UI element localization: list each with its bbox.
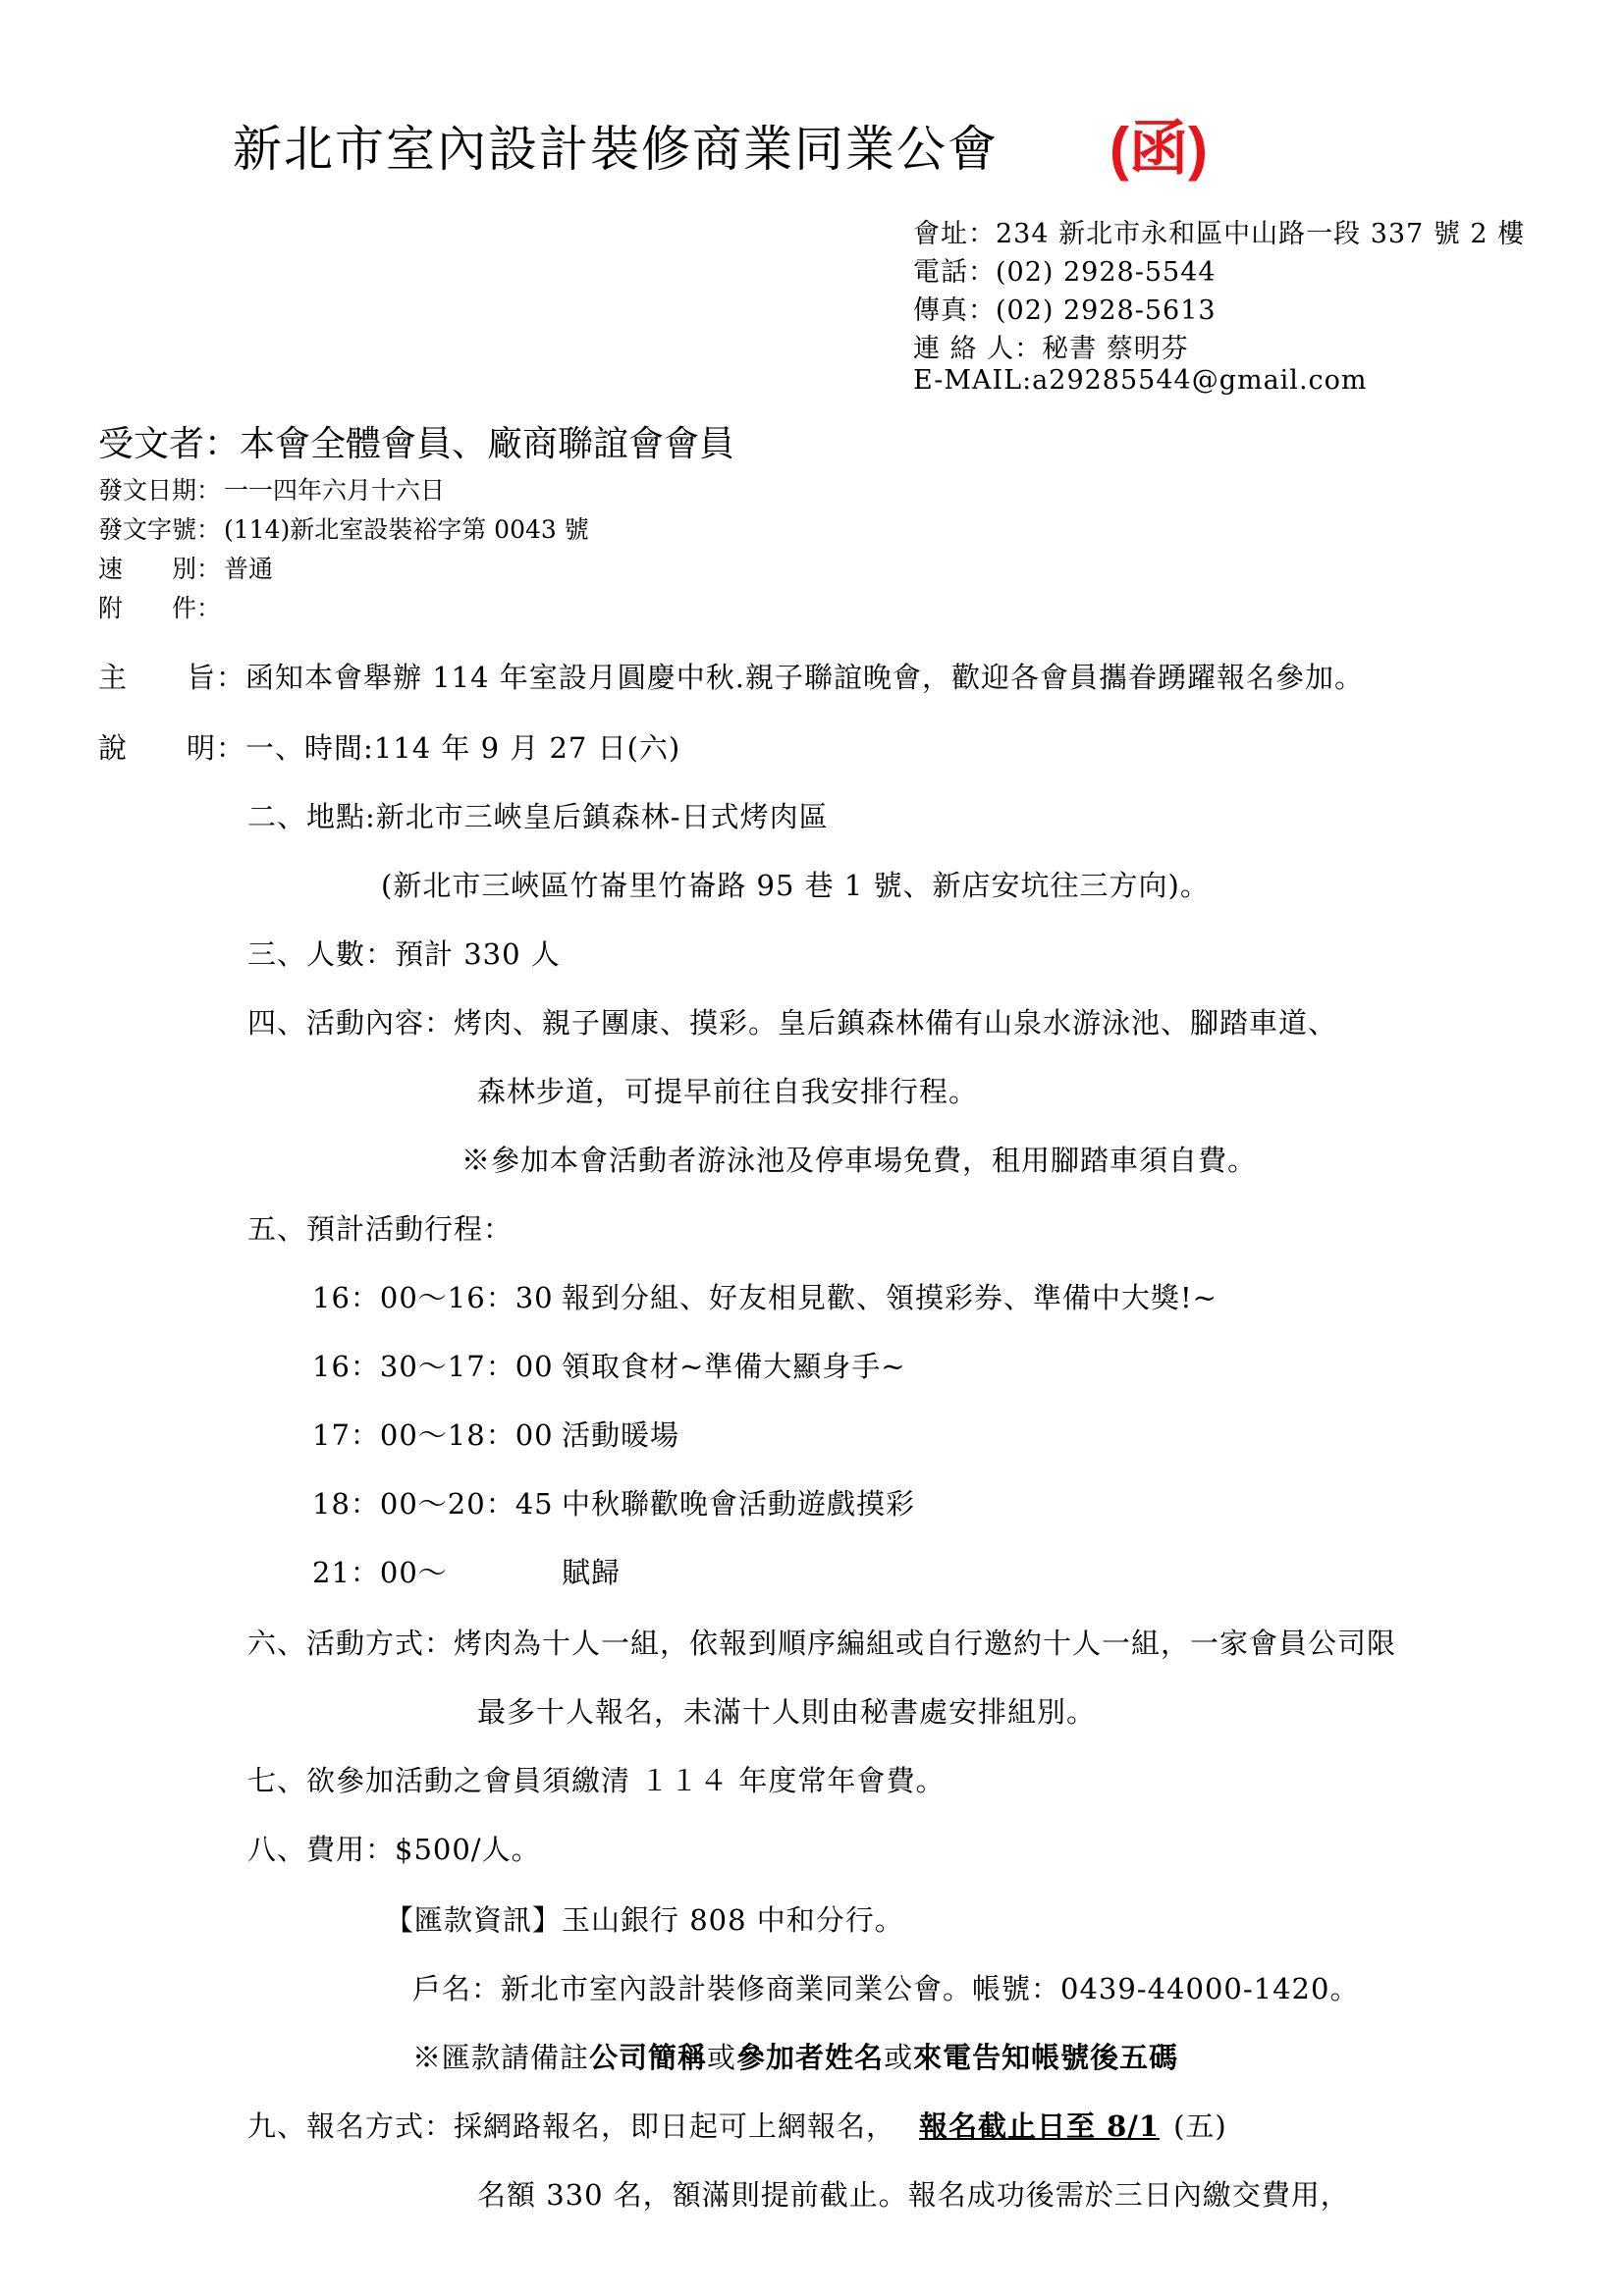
remittance-note-prefix: ※匯款請備註 (412, 2041, 590, 2074)
explain-item-8: 八、費用：$500/人。 (247, 1833, 541, 1866)
schedule-desc: 中秋聯歡晚會活動遊戲摸彩 (562, 1487, 916, 1521)
explain-item-4: 四、活動內容：烤肉、親子團康、摸彩。皇后鎮森林備有山泉水游泳池、腳踏車道、 (247, 1006, 1338, 1040)
org-phone: 電話：(02) 2928-5544 (913, 257, 1217, 288)
explain-item-9-text: 九、報名方式：採網路報名，即日起可上網報名， (247, 2109, 896, 2143)
remittance-note-or: 或 (884, 2041, 914, 2074)
contact-person: 連 絡 人：秘書 蔡明芬 (913, 334, 1189, 364)
document-number-label: 發文字號： (98, 515, 222, 544)
org-email: E-MAIL:a29285544@gmail.com (913, 365, 1368, 396)
recipient: 受文者：本會全體會員、廠商聯誼會會員 (98, 424, 735, 464)
schedule-time: 21：00～ (312, 1556, 448, 1589)
speed-class (98, 550, 273, 585)
issue-date (98, 471, 445, 507)
explain-item-5: 五、預計活動行程： (247, 1212, 514, 1246)
explain-label: 說 明： (98, 731, 246, 765)
explain-item-2-address: (新北市三峽區竹崙里竹崙路 95 巷 1 號、新店安坑往三方向)。 (381, 869, 1210, 902)
remittance-info: 【匯款資訊】玉山銀行 808 中和分行。 (385, 1903, 904, 1937)
schedule-row (312, 1551, 621, 1591)
remittance-note (412, 2036, 1178, 2076)
attachments (98, 589, 224, 624)
registration-deadline-day: (五) (1173, 2109, 1227, 2143)
document-type-mark: (函) (1110, 116, 1208, 182)
document-number-value: (114)新北室設裝裕字第 0043 號 (224, 515, 589, 544)
remittance-note-or: 或 (707, 2041, 737, 2074)
schedule-desc: 報到分組、好友相見歡、領摸彩券、準備中大獎!~ (562, 1281, 1218, 1314)
explain-item-6: 六、活動方式：烤肉為十人一組，依報到順序編組或自行邀約十人一組，一家會員公司限 (247, 1627, 1397, 1660)
bank-account: 戶名：新北市室內設計裝修商業同業公會。帳號：0439-44000-1420。 (412, 1972, 1360, 2005)
schedule-time: 17：00～18：00 (312, 1418, 554, 1452)
explain-item-4-continued: 森林步道，可提早前往自我安排行程。 (477, 1075, 979, 1108)
speed-class-label: 速 別： (98, 555, 222, 583)
attachments-label: 附 件： (98, 594, 222, 622)
document-number (98, 510, 589, 546)
subject (98, 656, 1364, 696)
issue-date-label: 發文日期： (98, 476, 222, 505)
schedule-time: 16：00～16：30 (312, 1281, 554, 1314)
explain-item-1-text: 一、時間:114 年 9 月 27 日(六) (245, 731, 681, 765)
explain-item-3: 三、人數：預計 330 人 (247, 937, 561, 971)
org-title: 新北市室內設計裝修商業同業公會 (233, 121, 999, 178)
org-fax: 傳真：(02) 2928-5613 (913, 295, 1217, 326)
registration-deadline: 報名截止日至 8/1 (919, 2109, 1161, 2143)
schedule-row (312, 1276, 1218, 1316)
schedule-time: 16：30～17：00 (312, 1350, 554, 1383)
schedule-row (312, 1414, 679, 1454)
schedule-desc: 賦歸 (562, 1556, 622, 1589)
remittance-note-company: 公司簡稱 (589, 2041, 708, 2074)
explain-item-9 (247, 2105, 1227, 2145)
explain-item-6-continued: 最多十人報名，未滿十人則由秘書處安排組別。 (477, 1695, 1097, 1729)
explain-item-9-continued: 名額 330 名，額滿則提前截止。報名成功後需於三日內繳交費用， (477, 2178, 1350, 2212)
explain-item-2: 二、地點:新北市三峽皇后鎮森林-日式烤肉區 (247, 800, 829, 833)
schedule-time: 18：00～20：45 (312, 1487, 554, 1521)
remittance-note-account: 來電告知帳號後五碼 (913, 2041, 1179, 2074)
subject-label: 主 旨： (98, 661, 246, 694)
schedule-row (312, 1482, 915, 1522)
explain-item-4-note: ※參加本會活動者游泳池及停車場免費，租用腳踏車須自費。 (461, 1144, 1258, 1177)
speed-class-value: 普通 (224, 555, 274, 583)
explain-item-7: 七、欲參加活動之會員須繳清 １１４ 年度常年會費。 (247, 1764, 946, 1797)
issue-date-value: 一一四年六月十六日 (224, 476, 446, 505)
remittance-note-name: 參加者姓名 (736, 2041, 885, 2074)
subject-text: 函知本會舉辦 114 年室設月圓慶中秋.親子聯誼晚會，歡迎各會員攜眷踴躍報名參加。 (245, 661, 1365, 694)
explain-item-1 (98, 726, 680, 767)
schedule-desc: 領取食材~準備大顯身手~ (562, 1350, 906, 1383)
schedule-desc: 活動暖場 (562, 1418, 680, 1452)
org-address: 會址：234 新北市永和區中山路一段 337 號 2 樓 (913, 219, 1526, 249)
schedule-row (312, 1345, 906, 1385)
